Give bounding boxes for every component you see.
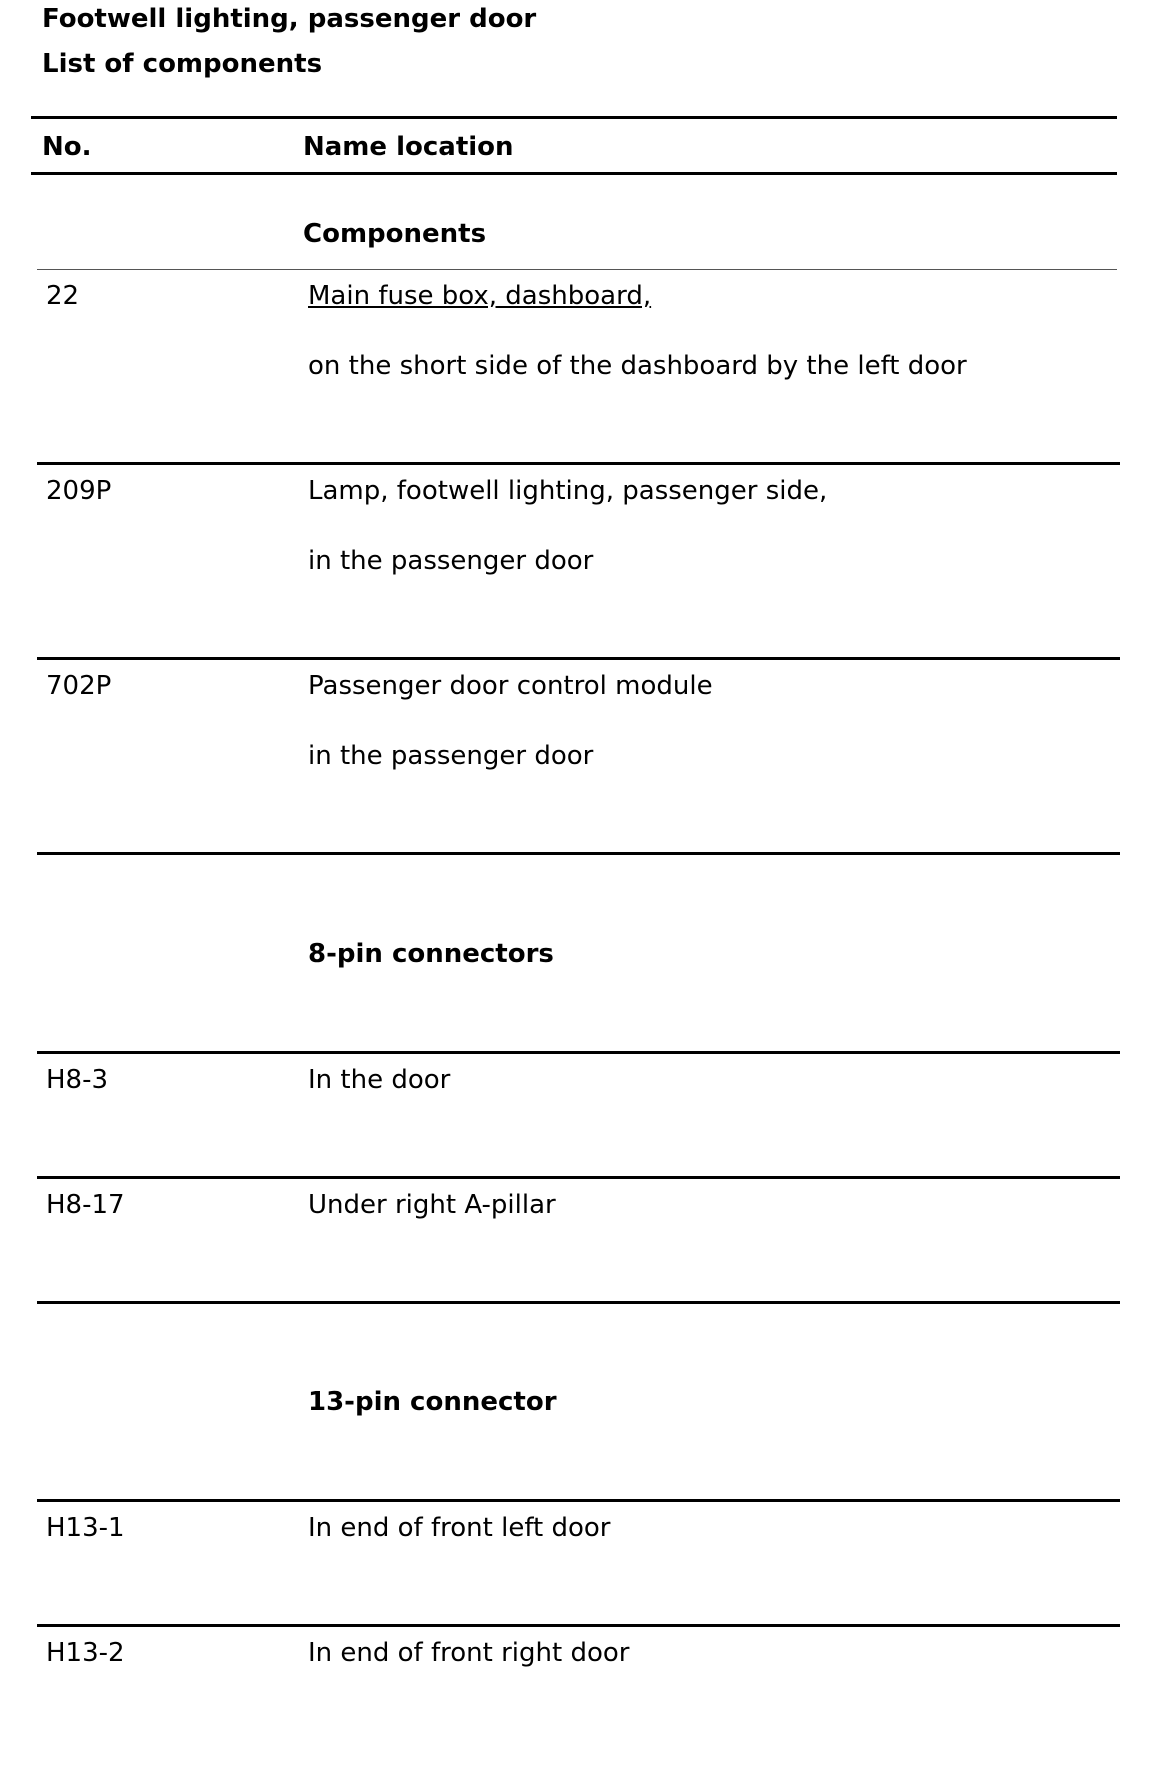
row-divider [37, 1176, 1120, 1179]
connector-location: Under right A-pillar [308, 1190, 556, 1220]
component-location: in the passenger door [308, 741, 594, 771]
column-header-name-location: Name location [303, 132, 514, 162]
row-divider [37, 1051, 1120, 1054]
row-number: H8-17 [46, 1190, 125, 1220]
row-divider [37, 462, 1120, 465]
section-heading-components: Components [303, 219, 487, 249]
row-divider [37, 657, 1120, 660]
row-number: 209P [46, 476, 112, 506]
row-divider [37, 1499, 1120, 1502]
row-number: H8-3 [46, 1065, 109, 1095]
section-rule [37, 269, 1117, 270]
header-bottom-rule [31, 172, 1117, 175]
column-header-no: No. [42, 132, 92, 162]
row-number: H13-2 [46, 1638, 125, 1668]
section-heading-8-pin-connectors: 8-pin connectors [308, 939, 554, 969]
document-title: Footwell lighting, passenger door [42, 4, 537, 34]
row-number: H13-1 [46, 1513, 125, 1543]
document-subtitle: List of components [42, 49, 323, 79]
row-number: 702P [46, 671, 112, 701]
row-number: 22 [46, 281, 80, 311]
header-top-rule [31, 116, 1117, 119]
connector-location: In end of front left door [308, 1513, 611, 1543]
component-name-link[interactable]: Main fuse box, dashboard, [308, 281, 652, 311]
connector-location: In end of front right door [308, 1638, 630, 1668]
row-divider [37, 852, 1120, 855]
connector-location: In the door [308, 1065, 451, 1095]
component-name: Lamp, footwell lighting, passenger side, [308, 476, 828, 506]
row-divider [37, 1301, 1120, 1304]
component-location: in the passenger door [308, 546, 594, 576]
section-heading-13-pin-connector: 13-pin connector [308, 1387, 557, 1417]
row-divider [37, 1624, 1120, 1627]
component-name: Passenger door control module [308, 671, 713, 701]
component-location: on the short side of the dashboard by the left door [308, 351, 967, 381]
